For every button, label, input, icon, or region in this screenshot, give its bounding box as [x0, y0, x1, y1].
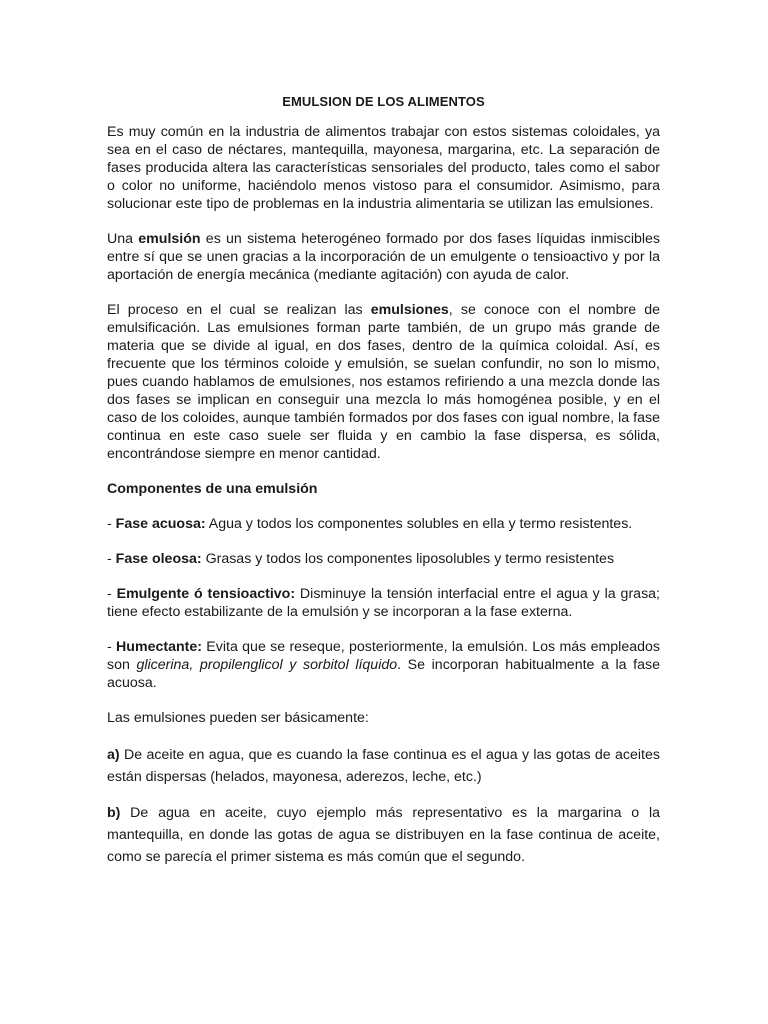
type-b-paragraph: [107, 802, 660, 868]
bold-term: emulsiones: [370, 302, 449, 318]
italic-examples: glicerina, propilenglicol y sorbitol líquido: [136, 657, 398, 673]
component-text: . Se incorporan habitualmente a la fase acuosa.: [107, 657, 660, 691]
bullet-prefix: -: [107, 639, 117, 655]
bold-term: emulsión: [138, 231, 201, 247]
types-intro: Las emulsiones pueden ser básicamente:: [107, 710, 369, 726]
bullet-prefix: -: [107, 586, 117, 602]
component-label: Humectante:: [116, 639, 202, 655]
component-oily-phase: [107, 550, 660, 568]
type-label: a): [107, 747, 120, 763]
component-label: Fase oleosa:: [115, 551, 202, 567]
text-span: El proceso en el cual se realizan las: [107, 302, 371, 318]
type-a-paragraph: [107, 744, 660, 788]
bullet-prefix: -: [107, 551, 116, 567]
component-humectant: [107, 638, 660, 692]
component-emulsifier: [107, 585, 660, 621]
type-text: De aceite en agua, que es cuando la fase continua es el agua y las gotas de aceites están dispersas (helados, mayonesa, aderezos, leche, etc.): [107, 747, 660, 785]
component-text: Evita que se reseque, posteriormente, la emulsión. Los más empleados son: [107, 639, 660, 673]
emulsification-paragraph: [107, 301, 660, 463]
component-text: Grasas y todos los componentes liposolubles y termo resistentes: [201, 551, 615, 567]
emulsion-definition-paragraph: [107, 230, 660, 284]
bullet-prefix: -: [107, 516, 116, 532]
type-label: b): [107, 805, 121, 821]
text-span: , se conoce con el nombre de emulsificación. Las emulsiones forman parte también, de un grupo más grande de materia que se divide al igual, en dos fases, dentro de la química coloidal. Así, es frecuente que los términos coloide y emulsión, se suelan confundir, no son lo mismo, pues cuando hablamos de emulsiones, nos estamos refiriendo a una mezcla donde las dos fases se implican en conseguir una mezcla lo más homogénea posible, y en el caso de los coloides, aunque también formados por dos fases con igual nombre, la fase continua en este caso suele ser fluida y en cambio la fase dispersa, es sólida, encontrándose siempre en menor cantidad.: [107, 302, 660, 462]
component-text: Disminuye la tensión interfacial entre el agua y la grasa; tiene efecto estabilizante de la emulsión y se incorporan a la fase externa.: [107, 586, 660, 620]
document-page: [107, 93, 660, 882]
component-label: Emulgente ó tensioactivo:: [116, 586, 296, 602]
intro-paragraph: Es muy común en la industria de alimentos trabajar con estos sistemas coloidales, ya sea en el caso de néctares, mantequilla, mayonesa, margarina, etc. La separación de fases producida altera las características sensoriales del producto, tales como el sabor o color no uniforme, haciéndolo menos vistoso para el consumidor. Asimismo, para solucionar este tipo de problemas en la industria alimentaria se utilizan las emulsiones.: [107, 124, 660, 212]
component-aqueous-phase: [107, 515, 660, 533]
component-text: Agua y todos los componentes solubles en ella y termo resistentes.: [205, 516, 633, 532]
text-span: Una: [107, 231, 139, 247]
components-heading: Componentes de una emulsión: [107, 481, 318, 497]
document-title: EMULSION DE LOS ALIMENTOS: [282, 94, 485, 109]
type-text: De agua en aceite, cuyo ejemplo más representativo es la margarina o la mantequilla, en donde las gotas de agua se distribuyen en la fase continua de aceite, como se parecía el primer sistema es más común que el segundo.: [107, 805, 660, 865]
component-label: Fase acuosa:: [115, 516, 206, 532]
text-span: es un sistema heterogéneo formado por dos fases líquidas inmiscibles entre sí que se unen gracias a la incorporación de un emulgente o tensioactivo y por la aportación de energía mecánica (mediante agitación) con ayuda de calor.: [107, 231, 661, 283]
